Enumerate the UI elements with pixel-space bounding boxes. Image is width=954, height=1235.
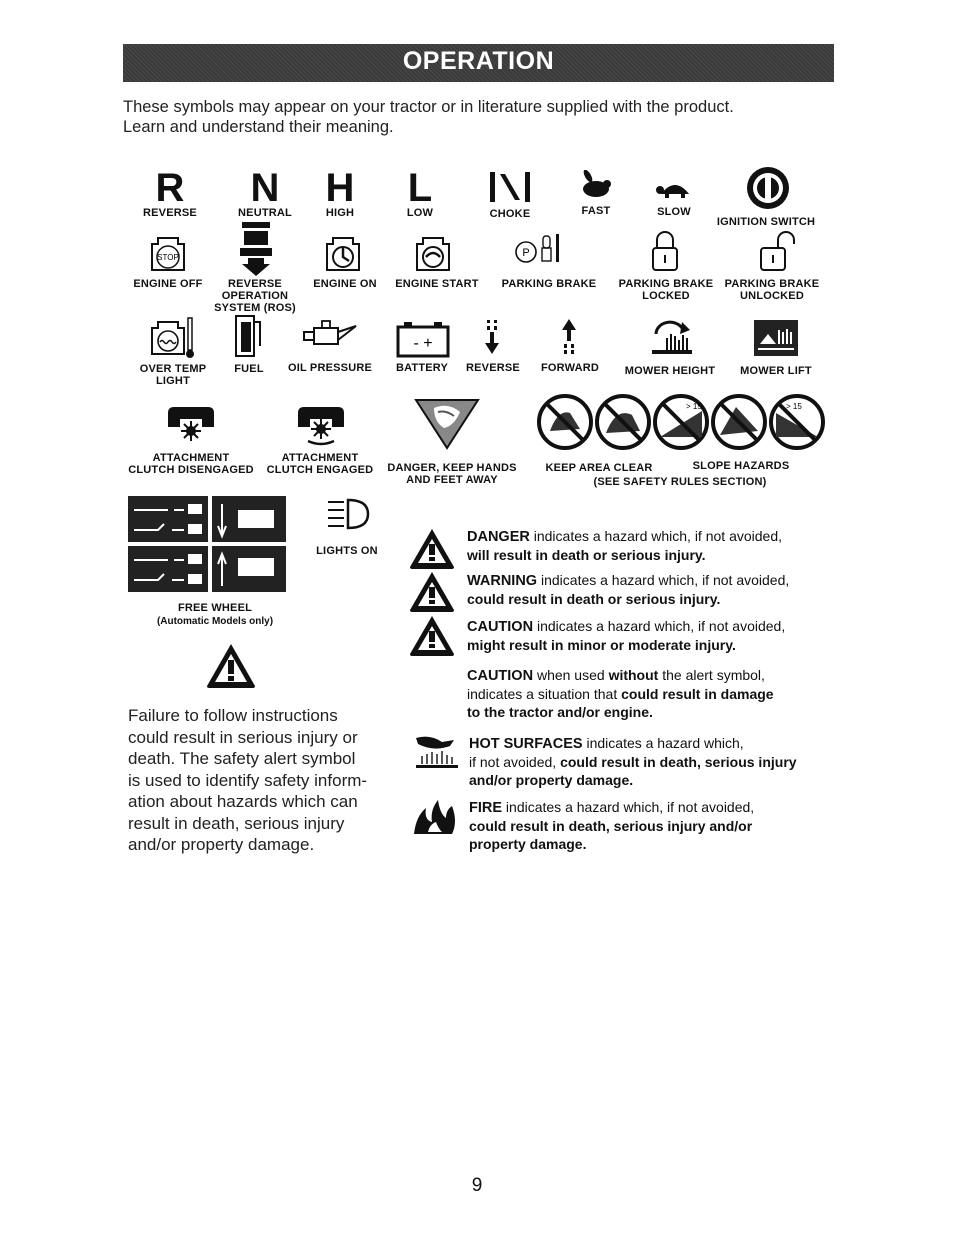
parking-brake-icon bbox=[510, 232, 564, 266]
danger-line-2: will result in death or serious injury. bbox=[467, 547, 706, 563]
hot-surfaces-note bbox=[469, 734, 829, 789]
section-title: OPERATION bbox=[402, 47, 555, 75]
label-lights-on: LIGHTS ON bbox=[316, 545, 378, 557]
label-see-safety-rules: (SEE SAFETY RULES SECTION) bbox=[593, 476, 767, 488]
engine-off-icon bbox=[148, 230, 188, 274]
hot-l3: and/or property damage. bbox=[469, 772, 634, 788]
warning-line-2: could result in death or serious injury. bbox=[467, 591, 721, 607]
label-engine-start: ENGINE START bbox=[395, 278, 479, 290]
reverse-letter-icon: R bbox=[155, 166, 185, 210]
label-forward: FORWARD bbox=[540, 362, 600, 374]
warning-keyword: WARNING bbox=[467, 573, 538, 589]
safety-line-1: Failure to follow instructions bbox=[128, 706, 338, 725]
label-low: LOW bbox=[406, 207, 434, 219]
caution2-l2b: could result in damage bbox=[621, 686, 774, 702]
label-choke: CHOKE bbox=[489, 208, 531, 220]
safety-line-3: death. The safety alert symbol bbox=[128, 749, 356, 768]
danger-hands-line-2: AND FEET AWAY bbox=[406, 474, 498, 486]
high-letter-icon: H bbox=[325, 166, 355, 210]
neutral-letter-icon: N bbox=[250, 166, 280, 210]
free-wheel-icon bbox=[128, 496, 286, 594]
fire-keyword: FIRE bbox=[469, 800, 503, 816]
danger-rest: indicates a hazard which, if not avoided, bbox=[529, 528, 782, 544]
label-neutral: NEUTRAL bbox=[238, 207, 292, 219]
label-slope-hazards: SLOPE HAZARDS bbox=[692, 460, 790, 472]
label-free-wheel: FREE WHEEL bbox=[177, 602, 253, 614]
stop-text: STOP bbox=[157, 253, 179, 262]
locked-line-1: PARKING BRAKE bbox=[618, 278, 714, 290]
lock-closed-icon bbox=[650, 230, 680, 272]
label-parking-brake: PARKING BRAKE bbox=[501, 278, 597, 290]
ros-line-3: SYSTEM (ROS) bbox=[214, 302, 296, 314]
label-free-wheel-sub: (Automatic Models only) bbox=[156, 616, 274, 627]
intro-line-1: These symbols may appear on your tractor or in literature supplied with the product. bbox=[123, 98, 734, 116]
fire-l3: property damage. bbox=[469, 836, 587, 852]
hot-surface-icon bbox=[414, 730, 460, 770]
danger-alert-icon bbox=[408, 527, 456, 571]
slope-hazard-icon-3 bbox=[771, 396, 823, 448]
locked-line-2: LOCKED bbox=[642, 290, 690, 302]
safety-paragraph bbox=[128, 705, 378, 856]
over-temp-icon bbox=[148, 314, 196, 360]
label-reverse: REVERSE bbox=[143, 207, 197, 219]
caution2-keyword: CAUTION bbox=[467, 668, 534, 684]
engine-start-icon bbox=[413, 230, 453, 274]
over-temp-line-1: OVER TEMP bbox=[139, 363, 207, 375]
label-battery: BATTERY bbox=[395, 362, 449, 374]
fire-l2: could result in death, serious injury and/or bbox=[469, 818, 753, 834]
choke-icon bbox=[488, 170, 532, 204]
slope-mark-1: > 15 bbox=[686, 402, 702, 411]
label-fuel: FUEL bbox=[234, 363, 264, 375]
low-letter-icon: L bbox=[407, 166, 433, 210]
label-engine-off: ENGINE OFF bbox=[133, 278, 203, 290]
danger-hands-line-1: DANGER, KEEP HANDS bbox=[387, 462, 517, 474]
label-danger-hands bbox=[384, 462, 520, 486]
caution2-t1: when used bbox=[533, 667, 609, 683]
fuel-pump-icon bbox=[232, 312, 266, 358]
caution-keyword: CAUTION bbox=[467, 619, 534, 635]
danger-hands-feet-icon bbox=[414, 398, 480, 450]
caution2-without: without bbox=[608, 667, 659, 683]
label-oil-pressure: OIL PRESSURE bbox=[287, 362, 373, 374]
caution2-l2a: indicates a situation that bbox=[467, 686, 622, 702]
parking-p-text: P bbox=[522, 247, 530, 259]
attachment-clutch-disengaged-icon bbox=[164, 403, 218, 443]
label-over-temp bbox=[130, 363, 216, 387]
engaged-line-1: ATTACHMENT bbox=[281, 452, 359, 464]
battery-icon bbox=[396, 322, 450, 358]
hot-keyword: HOT SURFACES bbox=[469, 736, 583, 752]
disengaged-line-1: ATTACHMENT bbox=[152, 452, 230, 464]
safety-line-5: ation about hazards which can bbox=[128, 792, 358, 811]
disengaged-line-2: CLUTCH DISENGAGED bbox=[128, 464, 254, 476]
caution-note bbox=[467, 617, 827, 654]
mower-height-icon bbox=[648, 320, 694, 356]
section-banner bbox=[123, 44, 834, 82]
oil-can-icon bbox=[300, 318, 360, 348]
over-temp-line-2: LIGHT bbox=[156, 375, 190, 387]
label-high: HIGH bbox=[325, 207, 355, 219]
reverse-arrow-icon bbox=[483, 318, 501, 356]
engine-on-icon bbox=[323, 230, 363, 274]
label-slow: SLOW bbox=[657, 206, 691, 218]
label-keep-area-clear: KEEP AREA CLEAR bbox=[545, 462, 653, 474]
caution-alert-icon bbox=[408, 614, 456, 658]
ros-icon bbox=[236, 218, 276, 276]
label-reverse-arrow: REVERSE bbox=[466, 362, 520, 374]
ros-line-2: OPERATION bbox=[221, 290, 289, 302]
label-mower-lift: MOWER LIFT bbox=[740, 365, 812, 377]
slow-turtle-icon bbox=[655, 176, 695, 200]
label-engine-on: ENGINE ON bbox=[313, 278, 377, 290]
slope-mark-2: > 15 bbox=[786, 402, 802, 411]
battery-polarity-text: - + bbox=[413, 335, 433, 352]
attachment-clutch-engaged-icon bbox=[294, 403, 348, 447]
lock-open-icon bbox=[758, 230, 798, 272]
safety-line-6: result in death, serious injury bbox=[128, 813, 345, 833]
label-parking-brake-unlocked bbox=[720, 278, 824, 302]
safety-alert-icon bbox=[205, 642, 257, 690]
warning-rest: indicates a hazard which, if not avoided, bbox=[537, 572, 790, 588]
intro-line-2: Learn and understand their meaning. bbox=[123, 118, 394, 136]
danger-note bbox=[467, 527, 827, 564]
safety-line-4: is used to identify safety inform- bbox=[128, 770, 368, 790]
warning-note bbox=[467, 571, 827, 608]
caution-rest: indicates a hazard which, if not avoided, bbox=[533, 618, 786, 634]
unlocked-line-2: UNLOCKED bbox=[740, 290, 804, 302]
label-fast: FAST bbox=[581, 205, 611, 217]
safety-line-2: could result in serious injury or bbox=[128, 727, 358, 747]
fire-note bbox=[469, 798, 829, 853]
hot-rest: indicates a hazard which, bbox=[582, 735, 744, 751]
warning-alert-icon bbox=[408, 570, 456, 614]
label-ignition-switch: IGNITION SWITCH bbox=[716, 216, 816, 228]
ignition-switch-icon bbox=[745, 165, 791, 211]
keep-area-clear-icon-1 bbox=[539, 396, 591, 448]
caution-line-2: might result in minor or moderate injury. bbox=[467, 637, 736, 653]
ros-line-1: REVERSE bbox=[228, 278, 282, 290]
lights-on-icon bbox=[326, 496, 372, 536]
slope-hazard-icon-2 bbox=[713, 396, 765, 448]
safety-line-7: and/or property damage. bbox=[128, 835, 315, 854]
fire-icon bbox=[412, 798, 458, 836]
label-mower-height: MOWER HEIGHT bbox=[624, 365, 716, 377]
fast-rabbit-icon bbox=[578, 170, 614, 200]
caution2-t2: the alert symbol, bbox=[658, 667, 765, 683]
label-ros bbox=[200, 278, 310, 314]
page-number: 9 bbox=[471, 1175, 483, 1196]
intro-text bbox=[123, 97, 843, 137]
keep-area-clear-icon-2 bbox=[597, 396, 649, 448]
mower-lift-icon bbox=[754, 320, 798, 356]
label-parking-brake-locked bbox=[614, 278, 718, 302]
fire-rest: indicates a hazard which, if not avoided, bbox=[502, 799, 755, 815]
prohibition-symbols bbox=[536, 393, 826, 451]
hot-l2b: could result in death, serious injury bbox=[560, 754, 797, 770]
label-attachment-engaged bbox=[260, 452, 380, 476]
slope-hazard-icon-1 bbox=[655, 396, 707, 448]
danger-keyword: DANGER bbox=[467, 529, 530, 545]
caution-no-symbol-note bbox=[467, 666, 827, 721]
label-attachment-disengaged bbox=[126, 452, 256, 476]
engaged-line-2: CLUTCH ENGAGED bbox=[266, 464, 374, 476]
hot-l2a: if not avoided, bbox=[469, 754, 561, 770]
unlocked-line-1: PARKING BRAKE bbox=[724, 278, 820, 290]
forward-arrow-icon bbox=[560, 318, 578, 356]
caution2-l3: to the tractor and/or engine. bbox=[467, 704, 653, 720]
